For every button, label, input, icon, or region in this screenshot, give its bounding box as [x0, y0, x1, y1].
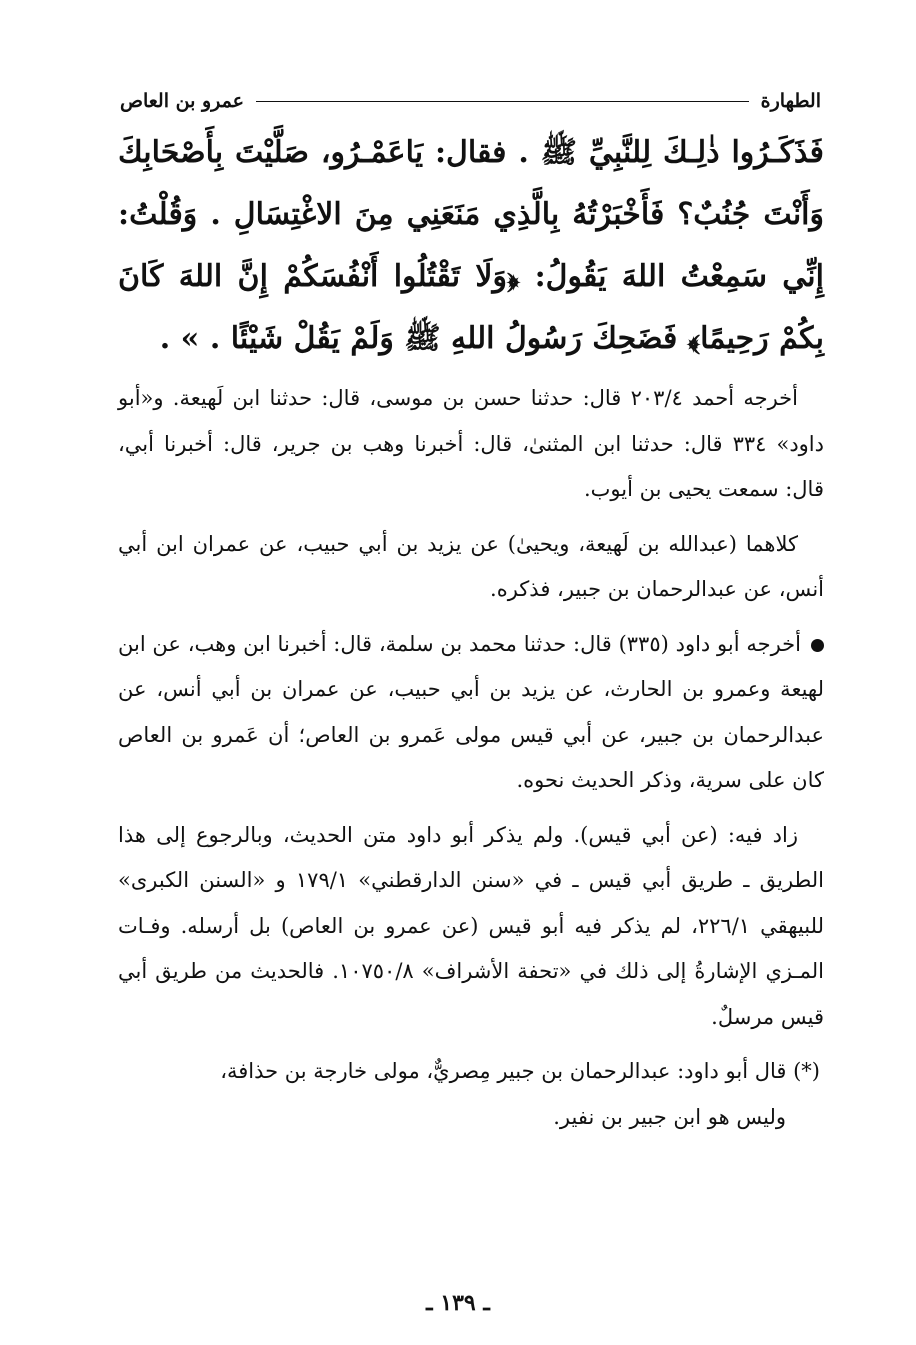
header-rule: [256, 101, 749, 102]
footnote-line-1: قال أبو داود: عبدالرحمان بن جبير مِصريٌّ، مولى خارجة بن حذافة،: [220, 1059, 787, 1083]
footnote-marker: (*): [793, 1059, 820, 1083]
commentary-paragraph-3: [118, 622, 824, 804]
running-head: [120, 86, 821, 116]
page-number: ـ ١٣٩ ـ: [426, 1290, 490, 1316]
footnote: [118, 1049, 824, 1140]
commentary-paragraph-4: زاد فيه: (عن أبي قيس). ولم يذكر أبو داود متن الحديث، وبالرجوع إلى هذا الطريق ـ طريق أبي قيس ـ في «سنن الدارقطني» ١٧٩/١ و «السنن الكبرى» للبيهقي ٢٢٦/١، لم يذكر فيه أبو قيس (عن عمرو بن العاص) بل أرسله. وفـات المـزي الإشارةُ إلى ذلك في «تحفة الأشراف» ١٠٧٥٠/٨. فالحديث من طريق أبي قيس مرسلٌ.: [118, 822, 824, 1029]
commentary-paragraph-3-text: أخرجه أبو داود (٣٣٥) قال: حدثنا محمد بن سلمة، قال: أخبرنا ابن وهب، عن ابن لهيعة وعمرو بن الحارث، عن يزيد بن أبي حبيب، عن عمران بن أبي أنس، عن عبدالرحمان بن جبير، عن أبي قيس مولى عَمرو بن العاص؛ أن عَمرو بن العاص كان على سرية، وذكر الحديث نحوه.: [118, 631, 824, 792]
hadith-text: [118, 122, 824, 370]
commentary-paragraph-1: أخرجه أحمد ٢٠٣/٤ قال: حدثنا حسن بن موسى، قال: حدثنا ابن لَهيعة. و«أبو داود» ٣٣٤ قال: حدثنا ابن المثنىٰ، قال: أخبرنا وهب بن جرير، قال: أخبرنا أبي، قال: سمعت يحيى بن أيوب.: [118, 386, 824, 501]
commentary-paragraph-2: كلاهما (عبدالله بن لَهيعة، ويحيىٰ) عن يزيد بن أبي حبيب، عن عمران ابن أبي أنس، عن عبدالرحمان بن جبير، فذكره.: [118, 531, 824, 601]
section-title: عمرو بن العاص: [120, 90, 244, 112]
chapter-title: الطهارة: [760, 90, 821, 112]
bullet-icon: [811, 639, 824, 652]
commentary: [118, 376, 824, 1149]
footnote-line-2: وليس هو ابن جبير بن نفير.: [553, 1104, 786, 1129]
hadith-paragraph: فَذَكَـرُوا ذٰلِـكَ لِلنَّبِيِّ ﷺ . فقال: يَاعَمْـرُو، صَلَّيْتَ بِأَصْحَابِكَ وَأَنْتَ جُنُبٌ؟ فَأَخْبَرْتُهُ بِالَّذِي مَنَعَنِي مِنَ الاغْتِسَالِ . وَقُلْتُ: إِنِّي سَمِعْتُ اللهَ يَقُولُ: ﴿وَلَا تَقْتُلُوا أَنْفُسَكُمْ إِنَّ اللهَ كَانَ بِكُمْ رَحِيمًا﴾ فَضَحِكَ رَسُولُ اللهِ ﷺ وَلَمْ يَقُلْ شَيْئًا . » .: [118, 135, 824, 356]
